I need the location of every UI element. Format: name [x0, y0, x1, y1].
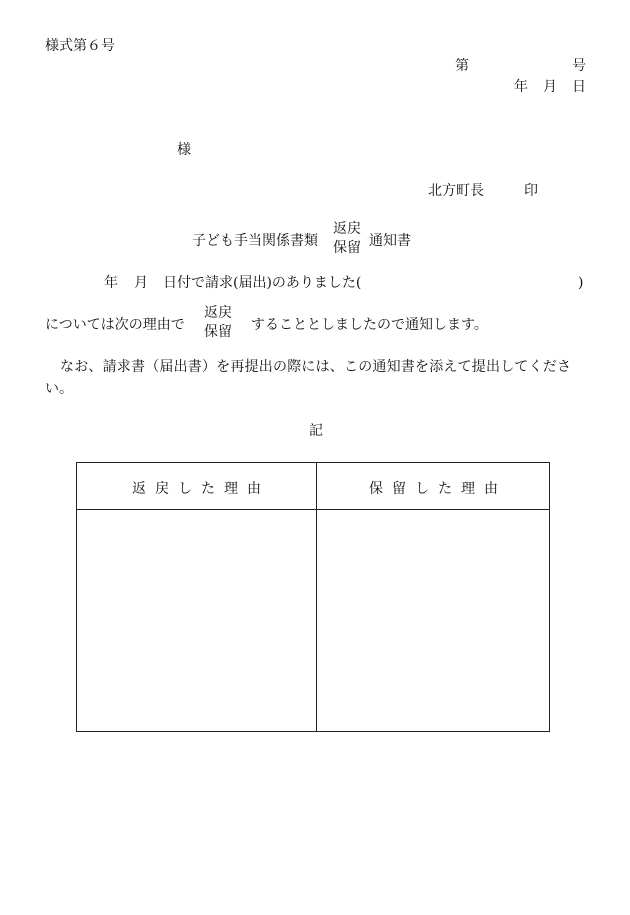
addressee-honorific: 様	[177, 142, 191, 158]
header-return-reason: 返戻した理由	[132, 481, 270, 497]
title-option-stack	[333, 220, 361, 258]
doc-number-prefix: 第	[455, 58, 469, 74]
date-month-label: 月	[543, 79, 557, 95]
body-line2-suffix: することとしましたので通知します。	[251, 317, 488, 333]
reasons-table	[76, 462, 550, 732]
title-option-hold: 保留	[333, 239, 361, 256]
issuer-seal: 印	[524, 183, 538, 199]
doc-number-suffix: 号	[572, 58, 586, 74]
body-year-label: 年	[104, 275, 118, 291]
cell-return-reason[interactable]	[77, 509, 316, 731]
header-hold-reason: 保留した理由	[369, 481, 507, 497]
body-option-return: 返戻	[204, 305, 232, 321]
body-line2-prefix: については次の理由で	[45, 317, 185, 333]
body-line1-text: 日付で請求(届出)のありました(	[163, 275, 362, 291]
form-number: 様式第６号	[45, 38, 115, 54]
cell-hold-reason[interactable]	[317, 509, 549, 731]
date-day-label: 日	[572, 79, 586, 95]
body-option-stack	[204, 304, 232, 342]
body-line1-close: )	[578, 275, 584, 291]
note-line2: い。	[45, 381, 73, 397]
date-year-label: 年	[514, 79, 528, 95]
title-suffix: 通知書	[369, 233, 411, 249]
title-option-return: 返戻	[333, 221, 361, 237]
issuer-name: 北方町長	[428, 183, 484, 199]
table-header-row	[77, 463, 549, 510]
note-line1: なお、請求書（届出書）を再提出の際には、この通知書を添えて提出してくださ	[60, 359, 572, 375]
title-prefix: 子ども手当関係書類	[192, 233, 318, 249]
body-option-hold: 保留	[204, 323, 232, 340]
body-month-label: 月	[134, 275, 148, 291]
section-marker: 記	[309, 423, 323, 439]
